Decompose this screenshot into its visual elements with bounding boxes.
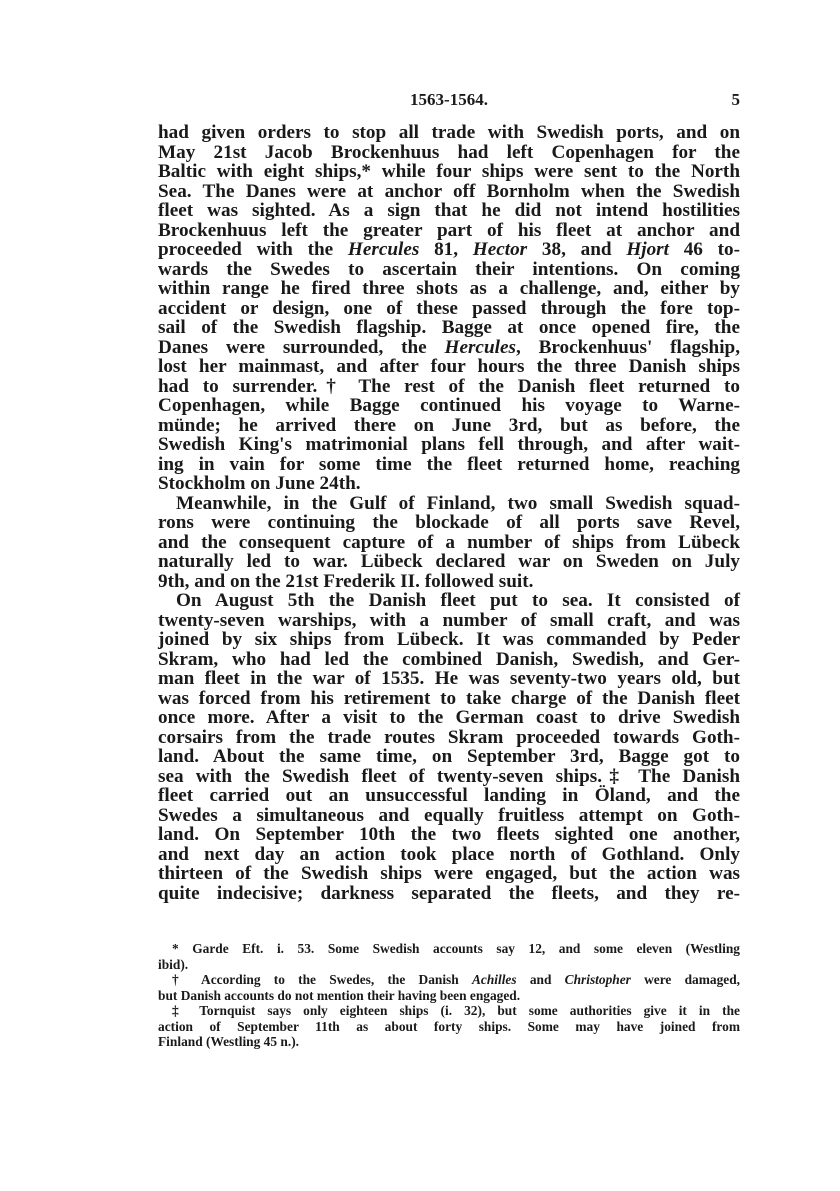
body-line: was forced from his retirement to take charge of the Danish fleet — [158, 687, 740, 709]
body-line: lost her mainmast, and after four hours the three Danish ships — [158, 356, 740, 377]
body-line: sail of the Swedish flagship. Bagge at once opened fire, the — [158, 317, 740, 338]
body-line: land. About the same time, on September 3rd, Bagge got to — [158, 746, 740, 767]
body-line: fleet was sighted. As a sign that he did not intend hostilities — [158, 200, 740, 221]
body-line: ing in vain for some time the fleet returned home, reaching — [158, 453, 740, 475]
body-line: joined by six ships from Lübeck. It was commanded by Peder — [158, 629, 740, 650]
body-line: thirteen of the Swedish ships were engaged, but the action was — [158, 863, 740, 884]
body-line: wards the Swedes to ascertain their intentions. On coming — [158, 258, 740, 280]
body-line: fleet carried out an unsuccessful landing in Öland, and the — [158, 785, 740, 806]
footnote-line: action of September 11th as about forty ships. Some may have joined from — [158, 1018, 740, 1034]
body-line: Skram, who had led the combined Danish, Swedish, and Ger- — [158, 648, 740, 670]
body-line: had to surrender.† The rest of the Danish fleet returned to — [158, 375, 740, 397]
body-line: corsairs from the trade routes Skram proceeded towards Goth- — [158, 726, 740, 748]
body-line: May 21st Jacob Brockenhuus had left Copenhagen for the — [158, 141, 740, 163]
body-line: and the consequent capture of a number of ships from Lübeck — [158, 531, 740, 553]
body-line: Brockenhuus left the greater part of his fleet at anchor and — [158, 219, 740, 241]
body-line: man fleet in the war of 1535. He was seventy-two years old, but — [158, 668, 740, 689]
body-line: Baltic with eight ships,* while four ships were sent to the North — [158, 161, 740, 182]
body-line: and next day an action took place north of Gothland. Only — [158, 843, 740, 865]
body-line: 9th, and on the 21st Frederik II. followed suit. — [158, 570, 534, 592]
body-line: once more. After a visit to the German coast to drive Swedish — [158, 707, 740, 728]
body-line: Stockholm on June 24th. — [158, 473, 361, 494]
body-line: münde; he arrived there on June 3rd, but as before, the — [158, 414, 740, 436]
body-line: Swedes a simultaneous and equally fruitless attempt on Goth- — [158, 804, 740, 826]
footnote-line: ibid). — [158, 956, 189, 972]
body-line: within range he fired three shots as a challenge, and, either by — [158, 278, 740, 299]
footnote-line: † According to the Swedes, the Danish Achilles and Christopher were damaged, — [172, 972, 741, 987]
body-line: Meanwhile, in the Gulf of Finland, two small Swedish squad- — [176, 492, 740, 514]
body-line: accident or design, one of these passed through the fore top- — [158, 297, 740, 319]
footnote-line: * Garde Eft. i. 53. Some Swedish accounts say 12, and some eleven (Westling — [172, 941, 740, 956]
body-line: rons were continuing the blockade of all ports save Revel, — [158, 512, 740, 533]
page — [158, 0, 740, 1050]
body-text — [158, 123, 740, 903]
body-line: had given orders to stop all trade with Swedish ports, and on — [158, 122, 740, 143]
footnote-line: but Danish accounts do not mention their having been engaged. — [158, 987, 521, 1003]
page-number: 5 — [731, 90, 740, 109]
body-line: Danes were surrounded, the Hercules, Brockenhuus' flagship, — [158, 336, 741, 358]
body-line: naturally led to war. Lübeck declared war on Sweden on July — [158, 551, 740, 572]
body-line: quite indecisive; darkness separated the fleets, and they re- — [158, 882, 740, 904]
body-line: twenty-seven warships, with a number of small craft, and was — [158, 609, 740, 631]
body-line: Copenhagen, while Bagge continued his voyage to Warne- — [158, 395, 740, 416]
body-line: On August 5th the Danish fleet put to sea. It consisted of — [176, 590, 740, 611]
footnote-line: ‡ Tornquist says only eighteen ships (i. 32), but some authorities give it in the — [172, 1003, 740, 1018]
body-line: Swedish King's matrimonial plans fell through, and after wait- — [158, 434, 740, 455]
body-line: proceeded with the Hercules 81, Hector 38, and Hjort 46 to- — [158, 239, 741, 260]
running-head — [158, 90, 740, 120]
footnote-line: Finland (Westling 45 n.). — [158, 1034, 299, 1049]
body-line: land. On September 10th the two fleets sighted one another, — [158, 824, 740, 845]
running-title: 1563-1564. — [410, 90, 488, 109]
body-line: Sea. The Danes were at anchor off Bornholm when the Swedish — [158, 180, 740, 202]
footnotes — [158, 941, 740, 1050]
body-line: sea with the Swedish fleet of twenty-seven ships.‡ The Danish — [158, 765, 740, 787]
